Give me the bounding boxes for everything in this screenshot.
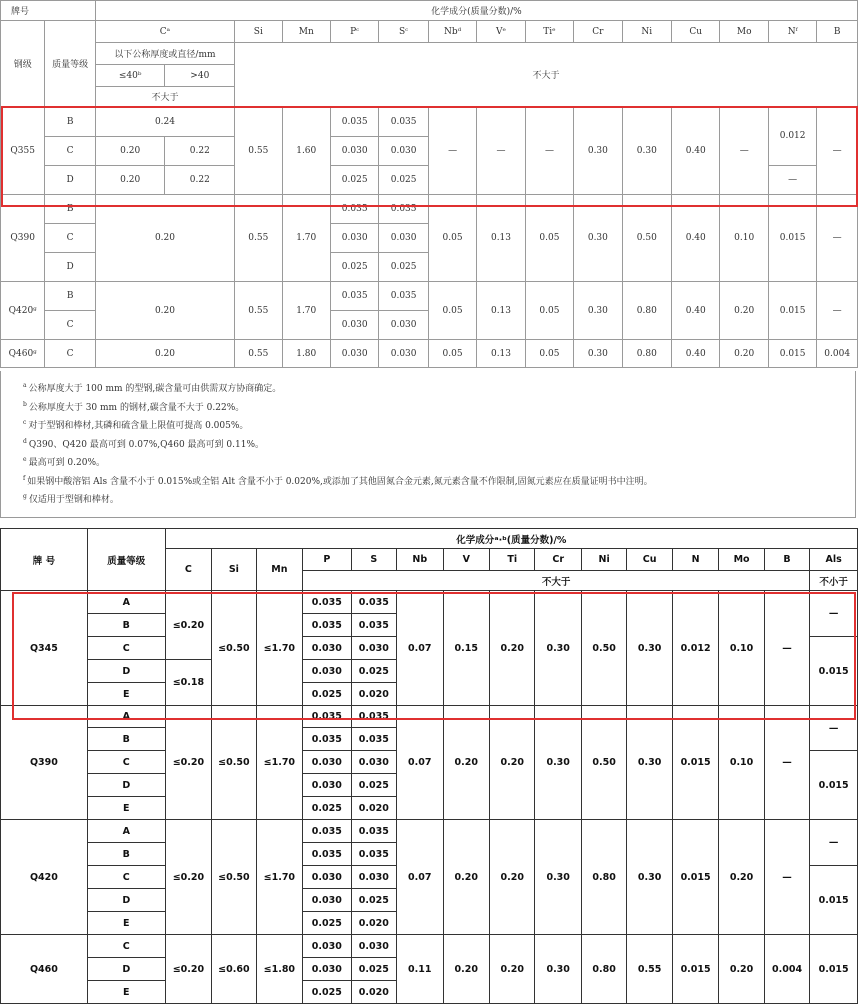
cr-cell: 0.30 bbox=[574, 107, 622, 195]
p-cell: 0.035 bbox=[303, 843, 352, 866]
s-cell: 0.020 bbox=[351, 981, 396, 1004]
chemical-composition-table-old bbox=[0, 528, 858, 1004]
header-not-greater-than: 不大于 bbox=[303, 571, 810, 591]
cu-cell: 0.40 bbox=[672, 340, 720, 368]
s-cell: 0.025 bbox=[351, 660, 396, 683]
header-element-als: Als bbox=[810, 549, 858, 571]
s-cell: 0.030 bbox=[351, 866, 396, 889]
quality-cell: C bbox=[87, 935, 165, 958]
c-cell: 0.20 bbox=[95, 166, 165, 195]
p-cell: 0.030 bbox=[303, 660, 352, 683]
s-cell: 0.025 bbox=[379, 166, 428, 195]
quality-cell: C bbox=[87, 637, 165, 660]
als-cell: — bbox=[810, 706, 858, 751]
ni-cell: 0.80 bbox=[622, 340, 671, 368]
nb-cell: 0.05 bbox=[428, 282, 476, 340]
s-cell: 0.030 bbox=[379, 137, 428, 166]
s-cell: 0.025 bbox=[351, 958, 396, 981]
s-cell: 0.020 bbox=[351, 912, 396, 935]
table-footnotes bbox=[0, 371, 856, 518]
b-cell: 0.004 bbox=[764, 935, 809, 1004]
quality-cell: E bbox=[87, 797, 165, 820]
b-cell: — bbox=[817, 282, 858, 340]
si-cell: ≤0.50 bbox=[212, 591, 256, 706]
cu-cell: 0.30 bbox=[627, 706, 672, 820]
cr-cell: 0.30 bbox=[574, 195, 622, 282]
n-cell: 0.015 bbox=[672, 820, 718, 935]
header-element-ni: Ni bbox=[622, 21, 671, 43]
p-cell: 0.025 bbox=[303, 683, 352, 706]
quality-cell: B bbox=[45, 107, 95, 137]
nb-cell: 0.07 bbox=[397, 706, 443, 820]
header-element-cr: Cr bbox=[535, 549, 581, 571]
header-composition-title: 化学成分ᵃ·ᵇ(质量分数)/% bbox=[165, 529, 857, 549]
quality-cell: D bbox=[87, 958, 165, 981]
mn-cell: 1.70 bbox=[282, 282, 330, 340]
quality-cell: A bbox=[87, 820, 165, 843]
quality-cell: C bbox=[45, 340, 95, 368]
p-cell: 0.035 bbox=[303, 614, 352, 637]
n-cell: 0.012 bbox=[672, 591, 718, 706]
quality-cell: D bbox=[87, 889, 165, 912]
si-cell: 0.55 bbox=[235, 340, 282, 368]
table-row bbox=[1, 195, 858, 224]
c-cell: 0.20 bbox=[95, 195, 234, 282]
b-cell: — bbox=[764, 591, 809, 706]
header-element-mn: Mn bbox=[282, 21, 330, 43]
nb-cell: 0.05 bbox=[428, 340, 476, 368]
cu-cell: 0.30 bbox=[627, 591, 672, 706]
header-element-mo: Mo bbox=[720, 21, 768, 43]
header-element-cu: Cu bbox=[627, 549, 672, 571]
quality-cell: A bbox=[87, 706, 165, 728]
header-element-nb: Nbᵈ bbox=[428, 21, 476, 43]
quality-cell: B bbox=[45, 195, 95, 224]
nb-cell: 0.07 bbox=[397, 820, 443, 935]
nb-cell: — bbox=[428, 107, 476, 195]
s-cell: 0.030 bbox=[379, 224, 428, 253]
header-not-greater-than: 不大于 bbox=[235, 43, 858, 107]
cu-cell: 0.30 bbox=[627, 820, 672, 935]
p-cell: 0.025 bbox=[303, 797, 352, 820]
als-cell: 0.015 bbox=[810, 751, 858, 820]
mn-cell: 1.60 bbox=[282, 107, 330, 195]
header-thickness-le40: ≤40ᵇ bbox=[95, 65, 165, 87]
ti-cell: 0.05 bbox=[525, 195, 573, 282]
mo-cell: — bbox=[720, 107, 768, 195]
quality-cell: D bbox=[87, 774, 165, 797]
cu-cell: 0.40 bbox=[672, 282, 720, 340]
c-cell: 0.20 bbox=[95, 137, 165, 166]
footnote: $^g$ 仅适用于型钢和棒材。 bbox=[23, 493, 119, 505]
v-cell: 0.13 bbox=[477, 282, 525, 340]
footnote: $^f$ 如果钢中酸溶铝 Als 含量不小于 0.015%或全铝 Alt 含量不小于 0.020%,或添加了其他固氮合金元素,氮元素含量不作限制,固氮元素应在质量证明书中注明。 bbox=[23, 474, 653, 487]
ni-cell: 0.50 bbox=[581, 591, 626, 706]
cr-cell: 0.30 bbox=[535, 706, 581, 820]
p-cell: 0.030 bbox=[303, 866, 352, 889]
p-cell: 0.035 bbox=[330, 195, 378, 224]
b-cell: 0.004 bbox=[817, 340, 858, 368]
table-row bbox=[1, 706, 858, 728]
c-cell: ≤0.20 bbox=[165, 706, 211, 820]
c-cell: ≤0.20 bbox=[165, 820, 211, 935]
quality-cell: C bbox=[45, 137, 95, 166]
si-cell: 0.55 bbox=[235, 195, 282, 282]
p-cell: 0.035 bbox=[330, 107, 378, 137]
v-cell: 0.20 bbox=[443, 935, 489, 1004]
chemical-composition-table-new bbox=[0, 0, 858, 368]
quality-cell: B bbox=[87, 614, 165, 637]
si-cell: ≤0.50 bbox=[212, 820, 256, 935]
ni-cell: 0.30 bbox=[622, 107, 671, 195]
header-element-p: P bbox=[303, 549, 352, 571]
header-element-c: C bbox=[165, 549, 211, 591]
header-brand: 牌号 bbox=[1, 1, 96, 21]
cu-cell: 0.40 bbox=[672, 195, 720, 282]
quality-cell: D bbox=[87, 660, 165, 683]
s-cell: 0.030 bbox=[379, 340, 428, 368]
grade-cell: Q345 bbox=[1, 591, 88, 706]
s-cell: 0.035 bbox=[351, 591, 396, 614]
cr-cell: 0.30 bbox=[574, 282, 622, 340]
mn-cell: 1.80 bbox=[282, 340, 330, 368]
header-element-mn: Mn bbox=[256, 549, 302, 591]
v-cell: 0.15 bbox=[443, 591, 489, 706]
p-cell: 0.025 bbox=[303, 912, 352, 935]
header-thickness: 以下公称厚度或直径/mm bbox=[95, 43, 234, 65]
ti-cell: — bbox=[525, 107, 573, 195]
header-element-nb: Nb bbox=[397, 549, 443, 571]
p-cell: 0.030 bbox=[303, 889, 352, 912]
header-element-b: B bbox=[764, 549, 809, 571]
mo-cell: 0.20 bbox=[719, 935, 764, 1004]
header-c-not-greater-than: 不大于 bbox=[95, 87, 234, 107]
ti-cell: 0.20 bbox=[489, 820, 534, 935]
mn-cell: ≤1.70 bbox=[256, 591, 302, 706]
p-cell: 0.025 bbox=[303, 981, 352, 1004]
mo-cell: 0.10 bbox=[719, 706, 764, 820]
s-cell: 0.035 bbox=[379, 107, 428, 137]
p-cell: 0.030 bbox=[330, 224, 378, 253]
header-element-si: Si bbox=[212, 549, 256, 591]
p-cell: 0.025 bbox=[330, 166, 378, 195]
s-cell: 0.030 bbox=[351, 637, 396, 660]
header-element-ti: Ti bbox=[489, 549, 534, 571]
quality-cell: B bbox=[45, 282, 95, 311]
header-element-cr: Cr bbox=[574, 21, 622, 43]
c-cell: ≤0.20 bbox=[165, 591, 211, 660]
als-cell: 0.015 bbox=[810, 637, 858, 706]
table-row bbox=[1, 340, 858, 368]
s-cell: 0.035 bbox=[379, 282, 428, 311]
v-cell: 0.13 bbox=[477, 195, 525, 282]
s-cell: 0.025 bbox=[351, 889, 396, 912]
n-cell: 0.015 bbox=[768, 340, 816, 368]
ti-cell: 0.20 bbox=[489, 935, 534, 1004]
p-cell: 0.030 bbox=[303, 774, 352, 797]
header-element-n: N bbox=[672, 549, 718, 571]
s-cell: 0.025 bbox=[379, 253, 428, 282]
s-cell: 0.030 bbox=[351, 935, 396, 958]
n-cell: 0.015 bbox=[672, 935, 718, 1004]
header-steel-grade: 钢级 bbox=[1, 21, 45, 107]
mo-cell: 0.10 bbox=[720, 195, 768, 282]
als-cell: 0.015 bbox=[810, 935, 858, 1004]
footnote: $^e$ 最高可到 0.20%。 bbox=[23, 456, 106, 468]
p-cell: 0.030 bbox=[330, 137, 378, 166]
table-row bbox=[1, 282, 858, 311]
grade-cell: Q355 bbox=[1, 107, 45, 195]
mo-cell: 0.10 bbox=[719, 591, 764, 706]
p-cell: 0.030 bbox=[303, 751, 352, 774]
s-cell: 0.030 bbox=[379, 311, 428, 340]
quality-cell: E bbox=[87, 981, 165, 1004]
quality-cell: D bbox=[45, 253, 95, 282]
header-element-mo: Mo bbox=[719, 549, 764, 571]
c-cell: ≤0.18 bbox=[165, 660, 211, 706]
si-cell: 0.55 bbox=[235, 107, 282, 195]
ni-cell: 0.80 bbox=[581, 820, 626, 935]
als-cell: 0.015 bbox=[810, 866, 858, 935]
c-cell: 0.22 bbox=[165, 137, 235, 166]
header-element-v: V bbox=[443, 549, 489, 571]
mo-cell: 0.20 bbox=[719, 820, 764, 935]
si-cell: ≤0.60 bbox=[212, 935, 256, 1004]
mo-cell: 0.20 bbox=[720, 282, 768, 340]
b-cell: — bbox=[764, 820, 809, 935]
n-cell: 0.012 bbox=[768, 107, 816, 166]
nb-cell: 0.11 bbox=[397, 935, 443, 1004]
p-cell: 0.035 bbox=[303, 820, 352, 843]
cr-cell: 0.30 bbox=[574, 340, 622, 368]
header-element-s: Sᶜ bbox=[379, 21, 428, 43]
cu-cell: 0.55 bbox=[627, 935, 672, 1004]
v-cell: — bbox=[477, 107, 525, 195]
s-cell: 0.035 bbox=[351, 843, 396, 866]
p-cell: 0.025 bbox=[330, 253, 378, 282]
header-quality-grade: 质量等级 bbox=[45, 21, 95, 107]
c-cell: 0.24 bbox=[95, 107, 234, 137]
quality-cell: C bbox=[87, 866, 165, 889]
grade-cell: Q390 bbox=[1, 706, 88, 820]
s-cell: 0.035 bbox=[351, 820, 396, 843]
quality-cell: E bbox=[87, 683, 165, 706]
ti-cell: 0.05 bbox=[525, 340, 573, 368]
b-cell: — bbox=[817, 195, 858, 282]
mo-cell: 0.20 bbox=[720, 340, 768, 368]
quality-cell: C bbox=[45, 311, 95, 340]
p-cell: 0.035 bbox=[330, 282, 378, 311]
header-element-c: Cᵃ bbox=[95, 21, 234, 43]
s-cell: 0.035 bbox=[379, 195, 428, 224]
s-cell: 0.025 bbox=[351, 774, 396, 797]
footnote: $^c$ 对于型钢和棒材,其磷和硫含量上限值可提高 0.005%。 bbox=[23, 419, 249, 431]
p-cell: 0.030 bbox=[330, 311, 378, 340]
n-cell: 0.015 bbox=[768, 282, 816, 340]
footnote: $^d$ Q390、Q420 最高可到 0.07%,Q460 最高可到 0.11%。 bbox=[23, 437, 265, 450]
b-cell: — bbox=[764, 706, 809, 820]
table-row bbox=[1, 591, 858, 614]
s-cell: 0.020 bbox=[351, 683, 396, 706]
p-cell: 0.035 bbox=[303, 728, 352, 751]
ti-cell: 0.05 bbox=[525, 282, 573, 340]
grade-cell: Q420ᵍ bbox=[1, 282, 45, 340]
p-cell: 0.030 bbox=[330, 340, 378, 368]
nb-cell: 0.05 bbox=[428, 195, 476, 282]
grade-cell: Q420 bbox=[1, 820, 88, 935]
quality-cell: B bbox=[87, 728, 165, 751]
mn-cell: ≤1.80 bbox=[256, 935, 302, 1004]
header-element-si: Si bbox=[235, 21, 282, 43]
quality-cell: C bbox=[87, 751, 165, 774]
v-cell: 0.20 bbox=[443, 820, 489, 935]
quality-cell: B bbox=[87, 843, 165, 866]
n-cell: 0.015 bbox=[768, 195, 816, 282]
grade-cell: Q460 bbox=[1, 935, 88, 1004]
footnote: $^a$ 公称厚度大于 100 mm 的型钢,碳含量可由供需双方协商确定。 bbox=[23, 382, 282, 394]
b-cell: — bbox=[817, 107, 858, 195]
header-brand: 牌 号 bbox=[1, 529, 88, 591]
c-cell: ≤0.20 bbox=[165, 935, 211, 1004]
footnote: $^b$ 公称厚度大于 30 mm 的钢材,碳含量不大于 0.22%。 bbox=[23, 400, 245, 413]
header-thickness-gt40: >40 bbox=[165, 65, 235, 87]
v-cell: 0.20 bbox=[443, 706, 489, 820]
cr-cell: 0.30 bbox=[535, 591, 581, 706]
header-element-p: Pᶜ bbox=[330, 21, 378, 43]
ni-cell: 0.50 bbox=[581, 706, 626, 820]
quality-cell: D bbox=[45, 166, 95, 195]
header-element-n: Nᶠ bbox=[768, 21, 816, 43]
p-cell: 0.035 bbox=[303, 591, 352, 614]
p-cell: 0.035 bbox=[303, 706, 352, 728]
s-cell: 0.030 bbox=[351, 751, 396, 774]
header-element-ti: Tiᵉ bbox=[525, 21, 573, 43]
nb-cell: 0.07 bbox=[397, 591, 443, 706]
s-cell: 0.020 bbox=[351, 797, 396, 820]
p-cell: 0.030 bbox=[303, 935, 352, 958]
header-element-ni: Ni bbox=[581, 549, 626, 571]
cu-cell: 0.40 bbox=[672, 107, 720, 195]
cr-cell: 0.30 bbox=[535, 935, 581, 1004]
grade-cell: Q390 bbox=[1, 195, 45, 282]
cr-cell: 0.30 bbox=[535, 820, 581, 935]
table-row bbox=[1, 935, 858, 958]
s-cell: 0.035 bbox=[351, 614, 396, 637]
ti-cell: 0.20 bbox=[489, 591, 534, 706]
p-cell: 0.030 bbox=[303, 958, 352, 981]
s-cell: 0.035 bbox=[351, 728, 396, 751]
grade-cell: Q460ᵍ bbox=[1, 340, 45, 368]
s-cell: 0.035 bbox=[351, 706, 396, 728]
header-quality-grade: 质量等级 bbox=[87, 529, 165, 591]
header-composition-title: 化学成分(质量分数)/% bbox=[95, 1, 857, 21]
header-element-s: S bbox=[351, 549, 396, 571]
header-not-less-than: 不小于 bbox=[810, 571, 858, 591]
table-row bbox=[1, 107, 858, 137]
header-element-v: Vᵉ bbox=[477, 21, 525, 43]
als-cell: — bbox=[810, 591, 858, 637]
ni-cell: 0.80 bbox=[622, 282, 671, 340]
si-cell: ≤0.50 bbox=[212, 706, 256, 820]
mn-cell: ≤1.70 bbox=[256, 820, 302, 935]
ni-cell: 0.50 bbox=[622, 195, 671, 282]
n-cell: — bbox=[768, 166, 816, 195]
mn-cell: ≤1.70 bbox=[256, 706, 302, 820]
v-cell: 0.13 bbox=[477, 340, 525, 368]
quality-cell: A bbox=[87, 591, 165, 614]
p-cell: 0.030 bbox=[303, 637, 352, 660]
si-cell: 0.55 bbox=[235, 282, 282, 340]
header-element-cu: Cu bbox=[672, 21, 720, 43]
ni-cell: 0.80 bbox=[581, 935, 626, 1004]
c-cell: 0.20 bbox=[95, 340, 234, 368]
als-cell: — bbox=[810, 820, 858, 866]
ti-cell: 0.20 bbox=[489, 706, 534, 820]
c-cell: 0.20 bbox=[95, 282, 234, 340]
table-row bbox=[1, 820, 858, 843]
quality-cell: E bbox=[87, 912, 165, 935]
c-cell: 0.22 bbox=[165, 166, 235, 195]
header-element-b: B bbox=[817, 21, 858, 43]
quality-cell: C bbox=[45, 224, 95, 253]
mn-cell: 1.70 bbox=[282, 195, 330, 282]
n-cell: 0.015 bbox=[672, 706, 718, 820]
